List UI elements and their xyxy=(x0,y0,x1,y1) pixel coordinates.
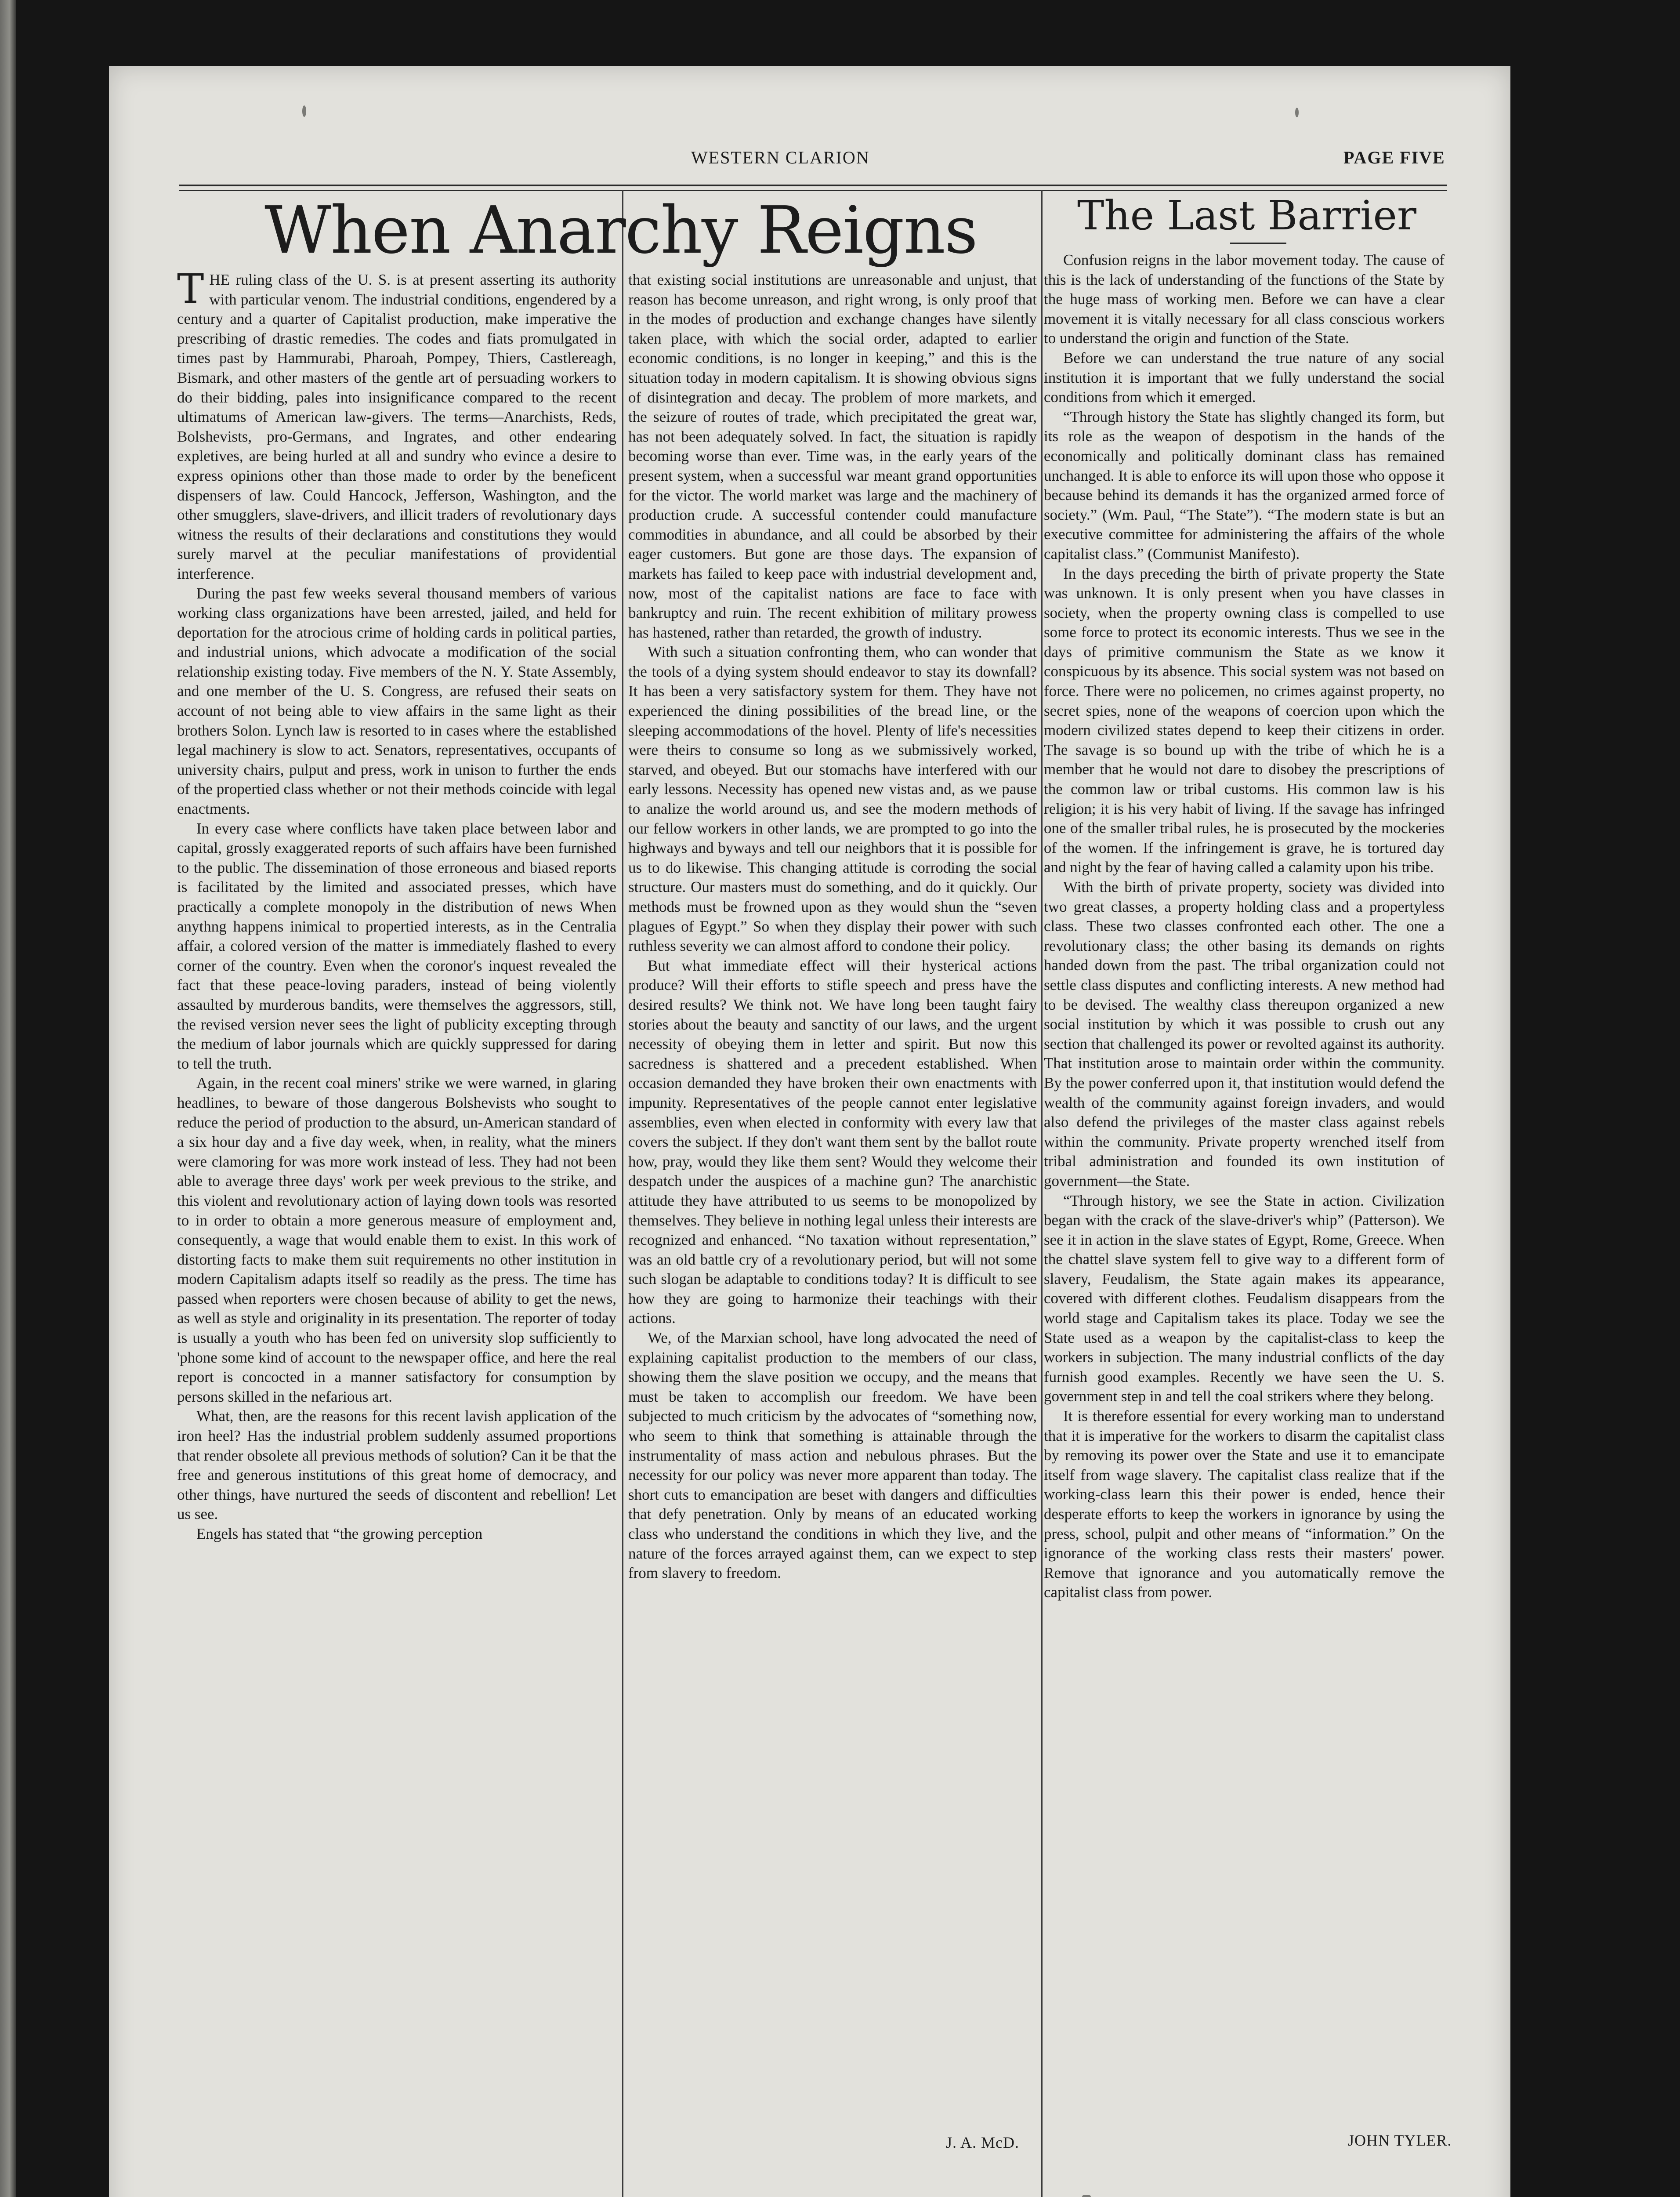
publication-title: WESTERN CLARION xyxy=(691,148,870,167)
article-paragraph: that existing social institutions are unreasonable and unjust, that reason has become unreason, and right wrong, is only proof that in the modes of production and exchange changes have silently taken place, with which the social order, adapted to earlier economic conditions, is no longer in keeping,” and this is the situation today in modern capitalism. It is showing obvious signs of disintegration and decay. The problem of more markets, and the seizure of routes of trade, which precipitated the great war, has not been adequately solved. In fact, the situation is rapidly becoming worse than ever. Time was, in the early years of the present system, when a successful war meant grand opportunities for the victor. The world market was large and the machinery of production crude. A successful contender could manufacture commodities in abundance, and all could be absorbed by their eager customers. But gone are those days. The expansion of markets has failed to keep pace with industrial development and, now, most of the capitalist nations are face to face with bankruptcy and ruin. The recent exhibition of military prowess has hastened, rather than retarded, the growth of industry. xyxy=(628,271,1037,641)
article-paragraph: We, of the Marxian school, have long advocated the need of explaining capitalist production to the members of our class, showing them the slave position we occupy, and the means that must be taken to accomplish our freedom. We have been subjected to much criticism by the advocates of “something now, who seem to think that something is attainable through the instrumentality of mass action and nebulous phrases. But the necessity for our policy was never more apparent than today. The short cuts to emancipation are beset with dangers and difficulties that defy penetration. Only by means of an educated working class who understand the conditions in which they live, and the nature of the forces arrayed against them, can we expect to step from slavery to freedom. xyxy=(628,1329,1037,1582)
article-paragraph: During the past few weeks several thousand members of various working class organizations have been arrested, jailed, and held for deportation for the atrocious crime of holding cards in political parties, and industrial unions, which advocate a modification of the social relationship existing today. Five members of the N. Y. State Assembly, and one member of the U. S. Congress, are refused their seats on account of not being able to view affairs in the same light as their brothers Solon. Lynch law is resorted to in cases where the established legal machinery is slow to act. Senators, representatives, occupants of university chairs, pulput and press, work in unison to further the ends of the propertied class whether or not their methods coincide with legal enactments. xyxy=(177,584,616,818)
article-paragraph: Confusion reigns in the labor movement today. The cause of this is the lack of understanding of the functions of the State by the huge mass of working men. Before we can have a clear movement it is vitally necessary for all class conscious workers to understand the origin and function of the State. xyxy=(1044,251,1445,347)
article-column xyxy=(1044,250,1445,2197)
article-paragraph: “Through history the State has slightly changed its form, but its role as the weapon of despotism in the hands of the economically and politically dominant class has remained unchanged. It is able to enforce its will upon those who oppose it because behind its demands it has the organized armed force of society.” (Wm. Paul, “The State”). “The modern state is but an executive committee for administering the affairs of the whole capitalist class.” (Communist Manifesto). xyxy=(1044,408,1445,562)
article-paragraph: “Through history, we see the State in action. Civilization began with the crack of the slave-driver's whip” (Patterson). We see it in action in the slave states of Egypt, Rome, Greece. When the chattel slave system fell to give way to a different form of slavery, Feudalism, the State again makes its appearance, covered with different clothes. Feudalism disappears from the world stage and Capitalism takes its place. Today we see the State used as a weapon by the capitalist-class to keep the workers in subjection. The many industrial conflicts of the day furnish good examples. Recently we have seen the U. S. government step in and tell the coal strikers where they belong. xyxy=(1044,1192,1445,1405)
author-signature: J. A. McD. xyxy=(946,2134,1020,2151)
article-paragraph: Engels has stated that “the growing perception xyxy=(196,1525,483,1542)
article-paragraph: In every case where conflicts have taken place between labor and capital, grossly exaggerated reports of such affairs have been furnished to the public. The dissemination of those erroneous and biased reports is facilitated by the limited and associated presses, which have practically a complete monopoly in the distribution of news When anythng happens inimical to propertied interests, as in the Centralia affair, a colored version of the matter is immediately flashed to every corner of the country. Even when the coronor's inquest revealed the fact that these peace-loving paraders, instead of being violently assaulted by murderous bandits, were themselves the aggressors, still, the revised version never sees the light of publicity excepting through the medium of labor journals which are quickly suppressed for daring to tell the truth. xyxy=(177,819,616,1072)
article-paragraph: Again, in the recent coal miners' strike we were warned, in glaring headlines, to beware of those dangerous Bolshevists who sought to reduce the period of production to the absurd, un-American standard of a six hour day and a five day week, when, in reality, what the miners were clamoring for was more work instead of less. They had not been able to average three days' work per week previous to the strike, and this violent and revolutionary action of laying down tools was resorted to in order to obtain a more generous measure of employment and, consequently, a wage that would enable them to exist. In this work of distorting facts to make them suit requirements no other institution in modern Capitalism adapts itself so readily as the press. The time has passed when reporters were chosen because of ability to get the news, as well as style and originality in its presentation. The reporter of today is usually a youth who has been fed on university slop sufficiently to 'phone some kind of account to the newspaper office, and here the real report is concocted in a manner satisfactory for consumption by persons skilled in the nefarious art. xyxy=(177,1074,616,1405)
article-column xyxy=(177,265,616,2173)
author-signature: JOHN TYLER. xyxy=(1348,2132,1452,2149)
paper-blemish xyxy=(1295,108,1299,117)
article-headline: When Anarchy Reigns xyxy=(264,192,977,268)
article-paragraph: Before we can understand the true nature of any social institution it is important that we fully understand the social conditions from which it emerged. xyxy=(1044,349,1445,406)
column-divider xyxy=(1041,190,1043,2197)
article-headline: The Last Barrier xyxy=(1077,192,1416,239)
column-divider xyxy=(622,190,623,2197)
newspaper-page xyxy=(109,66,1510,2197)
paper-blemish xyxy=(302,105,306,117)
article-paragraph: THE ruling class of the U. S. is at present asserting its authority with particular venom. The industrial conditions, engendered by a century and a quarter of Capitalist production, make imperative the prescribing of drastic remedies. The codes and fiats promulgated in times past by Hammurabi, Pharoah, Pompey, Thiers, Castlereagh, Bismark, and other masters of the gentle art of persuading workers to do their bidding, pales into insignificance compared to the recent ultimatums of American law-givers. The terms—Anarchists, Reds, Bolshevists, pro-Germans, and Ingrates, and other endearing expletives, are being hurled at all and sundry who evince a desire to express opinions other than those made to order by the beneficent dispensers of law. Could Hancock, Jefferson, Washington, and the other smugglers, slave-drivers, and illicit traders of revolutionary days witness the results of their declarations and constitutions they would surely marvel at the peculiar manifestations of providential interference. xyxy=(177,265,616,582)
page-number: PAGE FIVE xyxy=(1343,148,1445,167)
header-rule xyxy=(179,185,1447,191)
article-column xyxy=(628,270,1037,2173)
adjacent-page-edge xyxy=(0,0,16,2197)
article-paragraph: With such a situation confronting them, who can wonder that the tools of a dying system should endeavor to stay its downfall? It has been a very satisfactory system for them. They have not experienced the dining possibilities of the bread line, or the sleeping accommodations of the hovel. Plenty of life's necessities were theirs to consume so long as we submissively worked, starved, and obeyed. But our stomachs have interfered with our early lessons. Necessity has opened new vistas and, as we pause to analize the world around us, and see the modern methods of our fellow workers in other lands, we are prompted to go into the highways and byways and tell our neighbors that it is possible for us to do likewise. This changing attitude is corroding the social structure. Our masters must do something, and do it quickly. Our methods must be frowned upon as they would shun the “seven plagues of Egypt.” So when they display their power with such ruthless severity we can almost afford to condone their policy. xyxy=(628,643,1037,955)
article-paragraph: In the days preceding the birth of private property the State was unknown. It is only present when you have classes in society, when the property owning class is compelled to use some force to protect its economic interests. Thus we see in the days of primitive communism the State as we know it conspicuous by its absence. This social system was not based on force. There were no policemen, no crimes against property, no secret spies, none of the weapons of coercion upon which the modern civilized states depend to keep their citizens in order. The savage is so bound up with the tribe of which he is a member that he would not dare to disobey the prescriptions of the common law or tribal customs. His common law is his religion; it is his very habit of living. If the savage has infringed one of the smaller tribal rules, he is prosecuted by the mockeries of the women. If the infringement is grave, he is tortured day and night by the fear of having called a calamity upon his tribe. xyxy=(1044,565,1445,876)
article-paragraph: With the birth of private property, society was divided into two great classes, a property holding class and a propertyless class. These two classes confronted each other. The one a revolutionary class; the other basing its demands on rights handed down from the past. The tribal organization could not settle class disputes and conflicting interests. A new method had to be devised. The wealthy class thereupon organized a new social institution by which it was possible to crush out any section that challenged its power or revolted against its authority. That institution arose to maintain order within the community. By the power conferred upon it, that institution would defend the wealth of the community against foreign invaders, and would also defend the privileges of the master class against rebels within the community. Private property wrenched itself from tribal administration and founded its own institution of government—the State. xyxy=(1044,878,1445,1189)
article-paragraph: It is therefore essential for every working man to understand that it is imperative for the workers to disarm the capitalist class by removing its power over the State and use it to emancipate itself from wage slavery. The capitalist class realize that if the working-class learn this their power is ended, hence their desperate efforts to keep the workers in ignorance by using the press, school, pulpit and other means of “information.” On the ignorance of the working class rests their masters' power. Remove that ignorance and you automatically remove the capitalist class from power. xyxy=(1044,1407,1445,1601)
article-paragraph: What, then, are the reasons for this recent lavish application of the iron heel? Has the industrial problem suddenly assumed proportions that render obsolete all previous methods of solution? Can it be that the free and generous institutions of this great home of democracy, and other things, have nurtured the seeds of discontent and rebellion! Let us see. xyxy=(177,1407,616,1523)
paper-blemish xyxy=(1082,2195,1091,2197)
headline-underline xyxy=(1230,243,1286,244)
article-paragraph: But what immediate effect will their hysterical actions produce? Will their efforts to stifle speech and press have the desired results? We think not. We have long been taught fairy stories about the beauty and sanctity of our laws, and the urgent necessity of obeying them in letter and spirit. But now this sacredness is shattered and a precedent established. When occasion demanded they have broken their own enactments with impunity. Representatives of the people cannot enter legislative assemblies, even when elected in conformity with every law that covers the subject. If they don't want them sent by the ballot route how, pray, would they like them sent? Would they welcome their despatch under the auspices of a machine gun? The anarchistic attitude they have attributed to us seems to be monopolized by themselves. They believe in nothing legal unless their interests are recognized and enhanced. “No taxation without representation,” was an old battle cry of a revolutionary period, but will not some such slogan be adaptable to conditions today? It is difficult to see how they are going to harmonize their teachings with their actions. xyxy=(628,957,1037,1327)
drop-cap: T xyxy=(177,265,204,312)
